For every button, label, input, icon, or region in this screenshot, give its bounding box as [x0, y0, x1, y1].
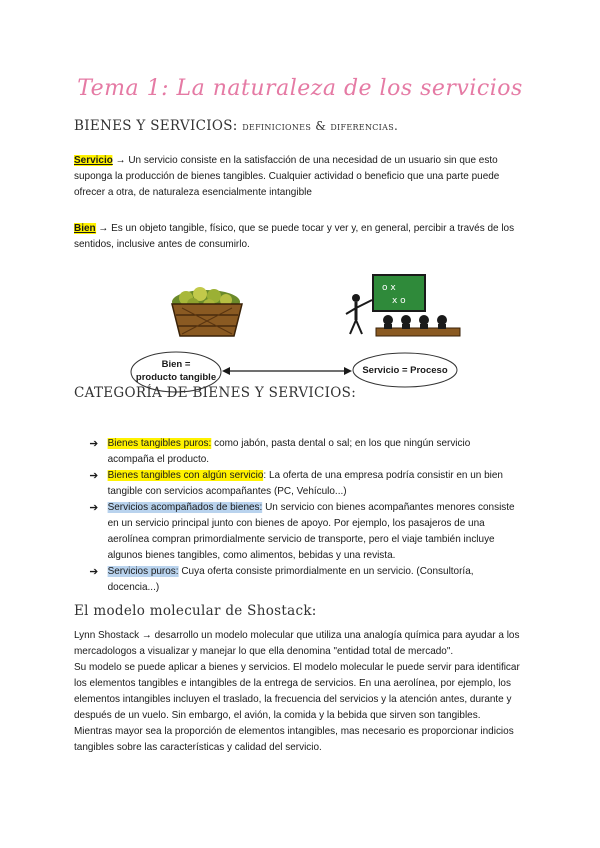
- fruit-crate-icon: [172, 287, 242, 336]
- arrow-bullet-icon: ➔: [89, 566, 99, 578]
- list-item: [74, 436, 516, 468]
- servicio-definition: [74, 153, 516, 201]
- category-term: Servicios puros:: [107, 566, 179, 577]
- double-arrow-icon: [222, 367, 352, 375]
- arrow-bullet-icon: ➔: [89, 502, 99, 514]
- category-text: como jabón, pasta dental o sal; en los que ningún servicio acompaña el producto.: [107, 438, 471, 465]
- section-heading-sub: definiciones & diferencias.: [242, 119, 399, 133]
- bien-label-1: Bien =: [161, 359, 191, 370]
- section-heading-shostack: El modelo molecular de Shostack:: [74, 603, 317, 619]
- section-heading-categoria: CATEGORÍA DE BIENES Y SERVICIOS:: [74, 385, 357, 401]
- bien-label-2: producto tangible: [135, 372, 217, 383]
- category-term: Servicios acompañados de bienes:: [107, 502, 263, 513]
- category-term: Bienes tangibles puros:: [107, 438, 212, 449]
- list-item: [74, 468, 516, 500]
- section-heading-bienes-servicios: [74, 118, 398, 134]
- list-item: [74, 500, 516, 564]
- category-list-container: [74, 436, 516, 596]
- page-title: Tema 1: La naturaleza de los servicios: [77, 76, 523, 101]
- category-term: Bienes tangibles con algún servicio: [107, 470, 264, 481]
- svg-text:x o: x o: [392, 296, 406, 306]
- servicio-label: Servicio = Proceso: [362, 365, 448, 376]
- teacher-blackboard-icon: [346, 275, 460, 336]
- section-heading-main: BIENES Y SERVICIOS:: [74, 118, 238, 134]
- shostack-para-1: Lynn Shostack → desarrollo un modelo molecular que utiliza una analogía química para ayudar a los mercadologos a visualizar y manejar lo que ella denomina "entidad total de mercado".: [74, 630, 520, 657]
- arrow-bullet-icon: ➔: [89, 438, 99, 450]
- bien-term: Bien: [74, 223, 96, 234]
- shostack-paragraph: [74, 628, 520, 756]
- svg-text:o x: o x: [382, 283, 396, 293]
- category-list: [74, 436, 516, 596]
- bien-servicio-diagram: [130, 272, 470, 398]
- bien-text: → Es un objeto tangible, físico, que se puede tocar y ver y, en general, percibir a través de los sentidos, inclusive antes de consumirlo.: [74, 223, 515, 250]
- category-text: Cuya oferta consiste primordialmente en un servicio. (Consultoría, docencia...): [107, 566, 474, 593]
- bien-definition: [74, 221, 516, 253]
- list-item: [74, 564, 516, 596]
- servicio-text: → Un servicio consiste en la satisfacción de una necesidad de un usuario sin que esto suponga la producción de bienes tangibles. Cualquier actividad o beneficio que una parte puede ofrecer a otra, de naturaleza esencialmente intangible: [74, 155, 500, 198]
- servicio-term: Servicio: [74, 155, 113, 166]
- category-text: : La oferta de una empresa podría consistir en un bien tangible con servicios acompañantes (PC, Vehículo...): [107, 470, 503, 497]
- shostack-para-2: Su modelo se puede aplicar a bienes y servicios. El modelo molecular le puede servir para identificar los elementos tangibles e intangibles de la entrega de servicios. En una aerolínea, por ejemplo, los elementos intangibles incluyen el traslado, la frecuencia del servicios y la atención antes, durante y después de un vuelo. Sin embargo, el avión, la comida y la bebida que sirven son tangibles. Mientras mayor sea la proporción de elementos intangibles, mas necesario es proporcionar indicios tangibles sobre las características y calidad del servicio.: [74, 662, 520, 753]
- arrow-bullet-icon: ➔: [89, 470, 99, 482]
- category-text: Un servicio con bienes acompañantes menores consiste en un servicio principal junto con bienes de apoyo. Por ejemplo, los pasajeros de una aerolínea compran primordialmente servicio de transporte, pero el viaje también incluye algunos bienes tangibles, como alimentos, bebidas y una revista.: [107, 502, 515, 561]
